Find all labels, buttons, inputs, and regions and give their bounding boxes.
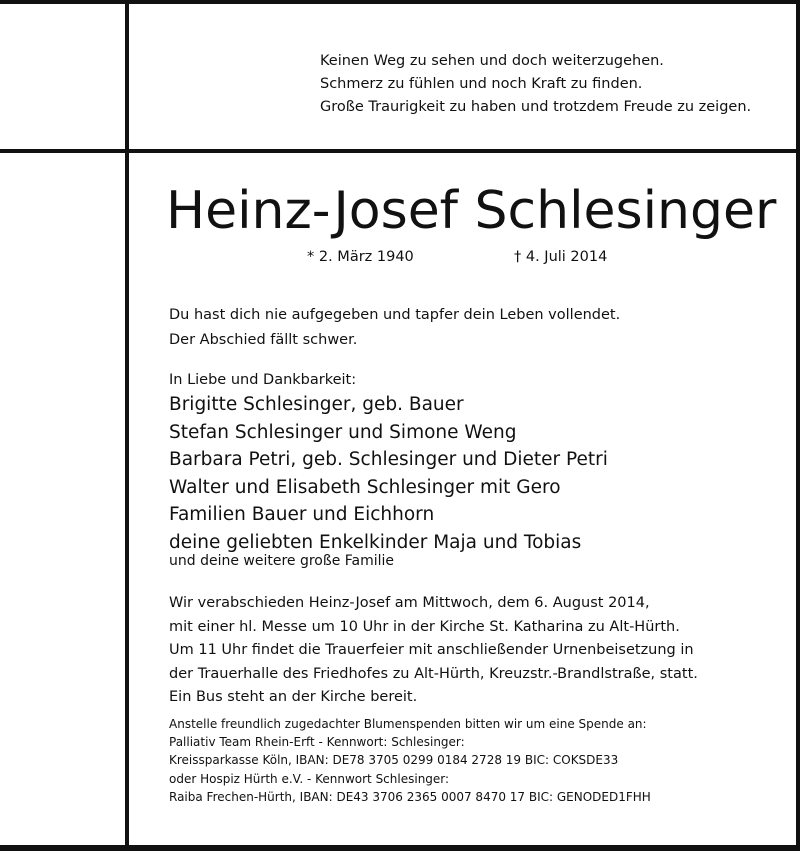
motto-line: Große Traurigkeit zu haben und trotzdem Freude zu zeigen.	[320, 99, 752, 115]
intro-text	[169, 303, 620, 353]
service-line: der Trauerhalle des Friedhofes zu Alt-Hürth, Kreuzstr.-Brandlstraße, statt.	[169, 665, 698, 682]
mourner-name: Barbara Petri, geb. Schlesinger und Dieter Petri	[169, 449, 608, 470]
mourner-name: Familien Bauer und Eichhorn	[169, 504, 435, 525]
motto-line: Schmerz zu fühlen und noch Kraft zu finden.	[320, 76, 643, 92]
service-line: mit einer hl. Messe um 10 Uhr in der Kirche St. Katharina zu Alt-Hürth.	[169, 618, 680, 635]
border-right	[796, 0, 800, 851]
deceased-name: Heinz-Josef Schlesinger	[166, 181, 777, 241]
mourners-footer: und deine weitere große Familie	[169, 553, 395, 569]
donation-line: Palliativ Team Rhein-Erft - Kennwort: Schlesinger:	[169, 735, 465, 750]
donation-line: Anstelle freundlich zugedachter Blumenspenden bitten wir um eine Spende an:	[169, 717, 647, 731]
donation-line: Raiba Frechen-Hürth, IBAN: DE43 3706 2365 0007 8470 17 BIC: GENODED1FHH	[169, 789, 651, 804]
service-line: Um 11 Uhr findet die Trauerfeier mit anschließender Urnenbeisetzung in	[169, 642, 694, 658]
border-left-divider	[125, 0, 129, 851]
intro-line: Der Abschied fällt schwer.	[169, 332, 358, 348]
border-top	[0, 0, 800, 4]
donation-info	[169, 715, 651, 806]
mourners-heading: In Liebe und Dankbarkeit:	[169, 372, 357, 388]
donation-line: Kreissparkasse Köln, IBAN: DE78 3705 0299 0184 2728 19 BIC: COKSDE33	[169, 753, 619, 768]
service-line: Wir verabschieden Heinz-Josef am Mittwoch, dem 6. August 2014,	[169, 595, 650, 611]
service-info	[169, 592, 698, 710]
border-bottom	[0, 845, 800, 851]
mourners-list	[169, 391, 608, 556]
header-divider	[0, 149, 800, 153]
mourner-name: Walter und Elisabeth Schlesinger mit Gero	[169, 476, 561, 498]
service-line: Ein Bus steht an der Kirche bereit.	[169, 689, 418, 705]
motto-verse	[320, 50, 751, 119]
motto-line: Keinen Weg zu sehen und doch weiterzugehen.	[320, 53, 664, 69]
donation-line: oder Hospiz Hürth e.V. - Kennwort Schlesinger:	[169, 771, 450, 786]
mourner-name: Stefan Schlesinger und Simone Weng	[169, 421, 517, 443]
mourner-name: deine geliebten Enkelkinder Maja und Tobias	[169, 531, 582, 553]
intro-line: Du hast dich nie aufgegeben und tapfer dein Leben vollendet.	[169, 307, 621, 323]
death-date: † 4. Juli 2014	[514, 249, 608, 265]
birth-date: * 2. März 1940	[307, 249, 414, 265]
mourner-name: Brigitte Schlesinger, geb. Bauer	[169, 394, 464, 415]
